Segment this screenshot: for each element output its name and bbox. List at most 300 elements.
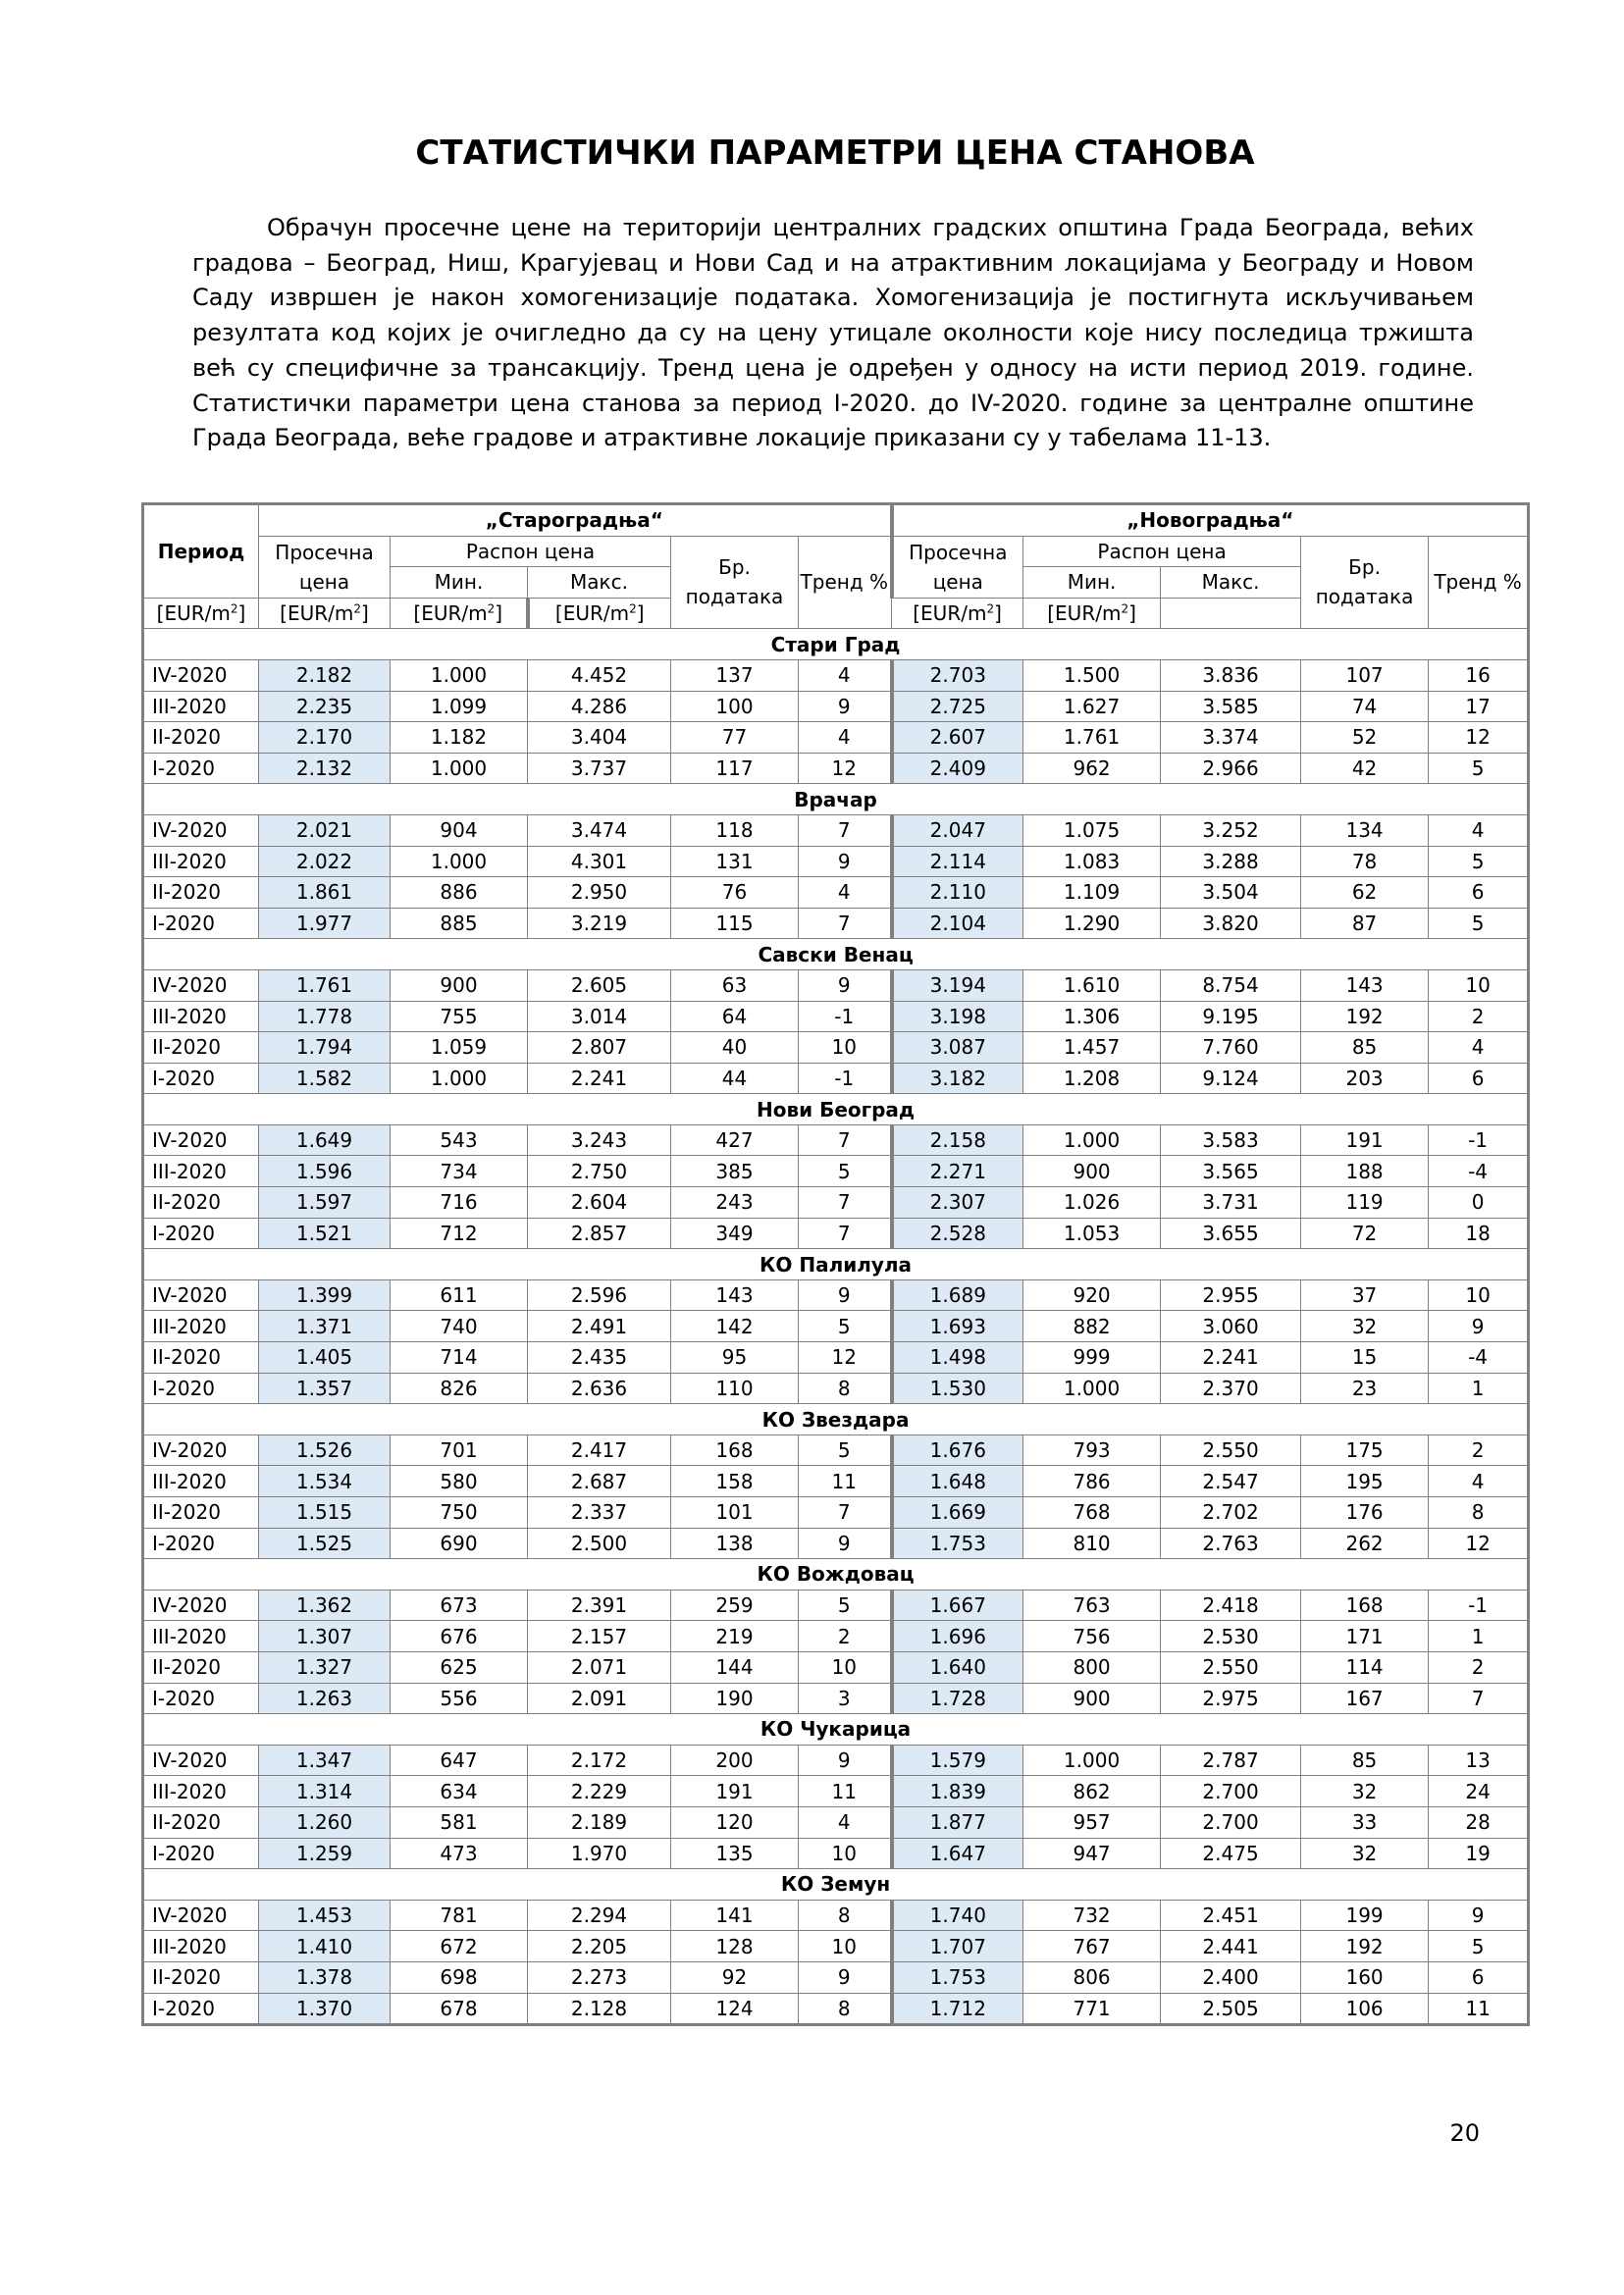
new-min-price-cell: 1.208 bbox=[1023, 1063, 1161, 1094]
new-count-cell: 52 bbox=[1301, 722, 1429, 754]
new-min-price-cell: 800 bbox=[1023, 1651, 1161, 1683]
old-trend-cell: 7 bbox=[799, 1187, 892, 1219]
old-max-price-cell: 2.337 bbox=[528, 1497, 671, 1529]
new-avg-price-cell: 2.725 bbox=[892, 691, 1023, 722]
new-min-price-cell: 947 bbox=[1023, 1838, 1161, 1869]
old-trend-cell: 12 bbox=[799, 753, 892, 784]
old-count-cell: 168 bbox=[671, 1434, 799, 1466]
period-cell: III-2020 bbox=[143, 1001, 259, 1032]
old-max-price-cell: 2.857 bbox=[528, 1218, 671, 1249]
district-header-row bbox=[143, 784, 1529, 815]
period-cell: IV-2020 bbox=[143, 1124, 259, 1156]
old-max-price-cell: 3.474 bbox=[528, 814, 671, 846]
old-avg-price-cell: 1.307 bbox=[259, 1621, 391, 1652]
new-max-price-cell: 2.475 bbox=[1161, 1838, 1301, 1869]
old-count-cell: 385 bbox=[671, 1156, 799, 1187]
unit-max-new: $[EUR/m^2]$ bbox=[1023, 598, 1161, 629]
new-avg-price-cell: 1.696 bbox=[892, 1621, 1023, 1652]
header-min-new: Мин. bbox=[1023, 567, 1161, 599]
header-max-new: Макс. bbox=[1161, 567, 1301, 599]
new-trend-cell: 16 bbox=[1429, 659, 1529, 691]
old-trend-cell: 9 bbox=[799, 846, 892, 877]
new-avg-price-cell: 3.182 bbox=[892, 1063, 1023, 1094]
new-max-price-cell: 3.374 bbox=[1161, 722, 1301, 754]
old-max-price-cell: 2.241 bbox=[528, 1063, 671, 1094]
new-min-price-cell: 1.000 bbox=[1023, 1124, 1161, 1156]
new-avg-price-cell: 1.530 bbox=[892, 1373, 1023, 1404]
new-count-cell: 262 bbox=[1301, 1528, 1429, 1559]
new-min-price-cell: 763 bbox=[1023, 1590, 1161, 1621]
old-max-price-cell: 2.172 bbox=[528, 1745, 671, 1776]
new-max-price-cell: 2.763 bbox=[1161, 1528, 1301, 1559]
period-cell: II-2020 bbox=[143, 722, 259, 754]
new-max-price-cell: 2.966 bbox=[1161, 753, 1301, 784]
new-count-cell: 203 bbox=[1301, 1063, 1429, 1094]
new-min-price-cell: 810 bbox=[1023, 1528, 1161, 1559]
period-cell: II-2020 bbox=[143, 1651, 259, 1683]
old-min-price-cell: 611 bbox=[391, 1279, 528, 1311]
new-max-price-cell: 2.370 bbox=[1161, 1373, 1301, 1404]
old-avg-price-cell: 1.410 bbox=[259, 1931, 391, 1962]
old-avg-price-cell: 1.597 bbox=[259, 1187, 391, 1219]
new-avg-price-cell: 2.307 bbox=[892, 1187, 1023, 1219]
district-header-row bbox=[143, 1094, 1529, 1125]
table-row bbox=[143, 908, 1529, 939]
new-count-cell: 199 bbox=[1301, 1900, 1429, 1931]
new-min-price-cell: 1.109 bbox=[1023, 877, 1161, 909]
new-trend-cell: 5 bbox=[1429, 908, 1529, 939]
new-min-price-cell: 962 bbox=[1023, 753, 1161, 784]
old-max-price-cell: 2.500 bbox=[528, 1528, 671, 1559]
old-min-price-cell: 690 bbox=[391, 1528, 528, 1559]
old-min-price-cell: 634 bbox=[391, 1776, 528, 1807]
old-trend-cell: 5 bbox=[799, 1434, 892, 1466]
old-trend-cell: 9 bbox=[799, 1279, 892, 1311]
old-trend-cell: 7 bbox=[799, 908, 892, 939]
header-period: Период bbox=[143, 504, 259, 599]
old-count-cell: 427 bbox=[671, 1124, 799, 1156]
period-cell: III-2020 bbox=[143, 1156, 259, 1187]
old-avg-price-cell: 1.378 bbox=[259, 1961, 391, 1993]
period-cell: III-2020 bbox=[143, 846, 259, 877]
old-min-price-cell: 750 bbox=[391, 1497, 528, 1529]
old-min-price-cell: 647 bbox=[391, 1745, 528, 1776]
old-min-price-cell: 826 bbox=[391, 1373, 528, 1404]
table-row bbox=[143, 722, 1529, 754]
old-avg-price-cell: 1.521 bbox=[259, 1218, 391, 1249]
new-min-price-cell: 1.026 bbox=[1023, 1187, 1161, 1219]
unit-max-old: $[EUR/m^2]$ bbox=[391, 598, 528, 629]
old-count-cell: 349 bbox=[671, 1218, 799, 1249]
old-min-price-cell: 1.000 bbox=[391, 753, 528, 784]
old-count-cell: 77 bbox=[671, 722, 799, 754]
table-row bbox=[143, 1187, 1529, 1219]
period-cell: III-2020 bbox=[143, 1931, 259, 1962]
old-count-cell: 137 bbox=[671, 659, 799, 691]
old-trend-cell: 10 bbox=[799, 1931, 892, 1962]
new-trend-cell: 5 bbox=[1429, 753, 1529, 784]
old-avg-price-cell: 2.182 bbox=[259, 659, 391, 691]
old-trend-cell: 11 bbox=[799, 1466, 892, 1497]
district-name: КО Вождовац bbox=[143, 1559, 1529, 1591]
old-count-cell: 144 bbox=[671, 1651, 799, 1683]
table-row bbox=[143, 1466, 1529, 1497]
old-avg-price-cell: 1.453 bbox=[259, 1900, 391, 1931]
old-trend-cell: 8 bbox=[799, 1993, 892, 2025]
table-row bbox=[143, 1931, 1529, 1962]
new-count-cell: 33 bbox=[1301, 1806, 1429, 1838]
new-trend-cell: 2 bbox=[1429, 1434, 1529, 1466]
unit-avg-old: $[EUR/m^2]$ bbox=[143, 598, 259, 629]
header-min-old: Мин. bbox=[391, 567, 528, 599]
old-max-price-cell: 2.604 bbox=[528, 1187, 671, 1219]
new-max-price-cell: 2.505 bbox=[1161, 1993, 1301, 2025]
old-count-cell: 143 bbox=[671, 1279, 799, 1311]
table-row bbox=[143, 1342, 1529, 1374]
period-cell: IV-2020 bbox=[143, 1590, 259, 1621]
table-row bbox=[143, 691, 1529, 722]
new-min-price-cell: 1.290 bbox=[1023, 908, 1161, 939]
old-avg-price-cell: 1.263 bbox=[259, 1683, 391, 1714]
old-avg-price-cell: 1.347 bbox=[259, 1745, 391, 1776]
old-trend-cell: 9 bbox=[799, 1745, 892, 1776]
new-count-cell: 107 bbox=[1301, 659, 1429, 691]
old-count-cell: 40 bbox=[671, 1032, 799, 1064]
old-avg-price-cell: 1.861 bbox=[259, 877, 391, 909]
district-header-row bbox=[143, 939, 1529, 970]
old-count-cell: 131 bbox=[671, 846, 799, 877]
new-min-price-cell: 793 bbox=[1023, 1434, 1161, 1466]
header-count-new: Бр. података bbox=[1301, 536, 1429, 629]
new-min-price-cell: 1.000 bbox=[1023, 1745, 1161, 1776]
new-count-cell: 37 bbox=[1301, 1279, 1429, 1311]
table-row bbox=[143, 969, 1529, 1001]
old-min-price-cell: 885 bbox=[391, 908, 528, 939]
old-min-price-cell: 714 bbox=[391, 1342, 528, 1374]
header-group-new: „Новоградња“ bbox=[892, 504, 1529, 537]
old-max-price-cell: 2.273 bbox=[528, 1961, 671, 1993]
new-min-price-cell: 1.500 bbox=[1023, 659, 1161, 691]
old-min-price-cell: 701 bbox=[391, 1434, 528, 1466]
old-max-price-cell: 2.157 bbox=[528, 1621, 671, 1652]
new-max-price-cell: 3.060 bbox=[1161, 1311, 1301, 1342]
old-avg-price-cell: 1.327 bbox=[259, 1651, 391, 1683]
page-title: СТАТИСТИЧКИ ПАРАМЕТРИ ЦЕНА СТАНОВА bbox=[415, 133, 1255, 173]
new-avg-price-cell: 2.047 bbox=[892, 814, 1023, 846]
new-trend-cell: 4 bbox=[1429, 814, 1529, 846]
table-row bbox=[143, 753, 1529, 784]
old-min-price-cell: 1.000 bbox=[391, 659, 528, 691]
new-trend-cell: 5 bbox=[1429, 1931, 1529, 1962]
old-count-cell: 100 bbox=[671, 691, 799, 722]
new-count-cell: 62 bbox=[1301, 877, 1429, 909]
new-min-price-cell: 1.610 bbox=[1023, 969, 1161, 1001]
new-trend-cell: 0 bbox=[1429, 1187, 1529, 1219]
old-min-price-cell: 900 bbox=[391, 969, 528, 1001]
new-avg-price-cell: 2.158 bbox=[892, 1124, 1023, 1156]
new-avg-price-cell: 1.877 bbox=[892, 1806, 1023, 1838]
unit-min-old: $[EUR/m^2]$ bbox=[259, 598, 391, 629]
district-header-row bbox=[143, 1559, 1529, 1591]
old-min-price-cell: 1.000 bbox=[391, 1063, 528, 1094]
old-max-price-cell: 2.491 bbox=[528, 1311, 671, 1342]
new-max-price-cell: 7.760 bbox=[1161, 1032, 1301, 1064]
new-avg-price-cell: 1.740 bbox=[892, 1900, 1023, 1931]
period-cell: IV-2020 bbox=[143, 1279, 259, 1311]
new-count-cell: 114 bbox=[1301, 1651, 1429, 1683]
old-trend-cell: -1 bbox=[799, 1001, 892, 1032]
new-max-price-cell: 3.565 bbox=[1161, 1156, 1301, 1187]
new-avg-price-cell: 1.640 bbox=[892, 1651, 1023, 1683]
new-min-price-cell: 786 bbox=[1023, 1466, 1161, 1497]
new-trend-cell: 10 bbox=[1429, 1279, 1529, 1311]
table-row bbox=[143, 1745, 1529, 1776]
old-min-price-cell: 755 bbox=[391, 1001, 528, 1032]
old-min-price-cell: 734 bbox=[391, 1156, 528, 1187]
table-row bbox=[143, 1806, 1529, 1838]
new-avg-price-cell: 1.753 bbox=[892, 1528, 1023, 1559]
old-max-price-cell: 3.014 bbox=[528, 1001, 671, 1032]
old-trend-cell: 5 bbox=[799, 1311, 892, 1342]
new-trend-cell: -4 bbox=[1429, 1156, 1529, 1187]
new-max-price-cell: 3.820 bbox=[1161, 908, 1301, 939]
new-count-cell: 32 bbox=[1301, 1838, 1429, 1869]
new-avg-price-cell: 1.647 bbox=[892, 1838, 1023, 1869]
new-min-price-cell: 767 bbox=[1023, 1931, 1161, 1962]
new-max-price-cell: 2.400 bbox=[1161, 1961, 1301, 1993]
old-count-cell: 259 bbox=[671, 1590, 799, 1621]
table-row bbox=[143, 1528, 1529, 1559]
old-min-price-cell: 543 bbox=[391, 1124, 528, 1156]
old-max-price-cell: 2.605 bbox=[528, 969, 671, 1001]
new-count-cell: 195 bbox=[1301, 1466, 1429, 1497]
old-trend-cell: 10 bbox=[799, 1032, 892, 1064]
new-count-cell: 191 bbox=[1301, 1124, 1429, 1156]
new-count-cell: 15 bbox=[1301, 1342, 1429, 1374]
old-avg-price-cell: 1.526 bbox=[259, 1434, 391, 1466]
new-trend-cell: 9 bbox=[1429, 1900, 1529, 1931]
header-trend-old: Тренд % bbox=[799, 536, 892, 629]
old-min-price-cell: 716 bbox=[391, 1187, 528, 1219]
table-row bbox=[143, 1838, 1529, 1869]
new-max-price-cell: 9.124 bbox=[1161, 1063, 1301, 1094]
old-trend-cell: 9 bbox=[799, 1961, 892, 1993]
table-header bbox=[143, 504, 1529, 629]
old-count-cell: 190 bbox=[671, 1683, 799, 1714]
old-max-price-cell: 2.950 bbox=[528, 877, 671, 909]
table-row bbox=[143, 1993, 1529, 2025]
new-trend-cell: 9 bbox=[1429, 1311, 1529, 1342]
period-cell: II-2020 bbox=[143, 1187, 259, 1219]
period-cell: IV-2020 bbox=[143, 1745, 259, 1776]
old-avg-price-cell: 1.357 bbox=[259, 1373, 391, 1404]
new-max-price-cell: 2.451 bbox=[1161, 1900, 1301, 1931]
old-min-price-cell: 1.000 bbox=[391, 846, 528, 877]
period-cell: II-2020 bbox=[143, 1961, 259, 1993]
old-count-cell: 135 bbox=[671, 1838, 799, 1869]
new-min-price-cell: 999 bbox=[1023, 1342, 1161, 1374]
new-count-cell: 32 bbox=[1301, 1311, 1429, 1342]
new-avg-price-cell: 1.676 bbox=[892, 1434, 1023, 1466]
new-avg-price-cell: 1.712 bbox=[892, 1993, 1023, 2025]
new-max-price-cell: 2.955 bbox=[1161, 1279, 1301, 1311]
old-trend-cell: 8 bbox=[799, 1373, 892, 1404]
new-count-cell: 168 bbox=[1301, 1590, 1429, 1621]
old-min-price-cell: 580 bbox=[391, 1466, 528, 1497]
new-trend-cell: 12 bbox=[1429, 1528, 1529, 1559]
new-count-cell: 87 bbox=[1301, 908, 1429, 939]
period-cell: I-2020 bbox=[143, 1683, 259, 1714]
new-min-price-cell: 806 bbox=[1023, 1961, 1161, 1993]
district-header-row bbox=[143, 1869, 1529, 1901]
old-max-price-cell: 2.596 bbox=[528, 1279, 671, 1311]
old-max-price-cell: 2.189 bbox=[528, 1806, 671, 1838]
table-row bbox=[143, 1279, 1529, 1311]
new-max-price-cell: 3.836 bbox=[1161, 659, 1301, 691]
old-trend-cell: 7 bbox=[799, 814, 892, 846]
old-max-price-cell: 2.294 bbox=[528, 1900, 671, 1931]
period-cell: I-2020 bbox=[143, 1993, 259, 2025]
old-max-price-cell: 2.128 bbox=[528, 1993, 671, 2025]
old-count-cell: 64 bbox=[671, 1001, 799, 1032]
old-avg-price-cell: 2.022 bbox=[259, 846, 391, 877]
old-max-price-cell: 2.417 bbox=[528, 1434, 671, 1466]
table-row bbox=[143, 1218, 1529, 1249]
new-max-price-cell: 2.550 bbox=[1161, 1434, 1301, 1466]
district-header-row bbox=[143, 629, 1529, 660]
new-count-cell: 42 bbox=[1301, 753, 1429, 784]
period-cell: II-2020 bbox=[143, 1342, 259, 1374]
new-max-price-cell: 3.288 bbox=[1161, 846, 1301, 877]
old-trend-cell: 12 bbox=[799, 1342, 892, 1374]
header-avg-price-old: Просечна цена bbox=[259, 536, 391, 598]
old-count-cell: 158 bbox=[671, 1466, 799, 1497]
period-cell: IV-2020 bbox=[143, 1900, 259, 1931]
old-count-cell: 110 bbox=[671, 1373, 799, 1404]
new-avg-price-cell: 2.528 bbox=[892, 1218, 1023, 1249]
old-max-price-cell: 2.205 bbox=[528, 1931, 671, 1962]
old-count-cell: 200 bbox=[671, 1745, 799, 1776]
old-min-price-cell: 1.059 bbox=[391, 1032, 528, 1064]
district-name: КО Звездара bbox=[143, 1404, 1529, 1435]
new-count-cell: 85 bbox=[1301, 1032, 1429, 1064]
new-min-price-cell: 1.000 bbox=[1023, 1373, 1161, 1404]
old-trend-cell: 4 bbox=[799, 722, 892, 754]
old-max-price-cell: 2.687 bbox=[528, 1466, 671, 1497]
header-range-old: Распон цена bbox=[391, 536, 671, 567]
old-count-cell: 243 bbox=[671, 1187, 799, 1219]
district-name: КО Палилула bbox=[143, 1249, 1529, 1280]
new-avg-price-cell: 3.198 bbox=[892, 1001, 1023, 1032]
new-min-price-cell: 1.075 bbox=[1023, 814, 1161, 846]
table-row bbox=[143, 1621, 1529, 1652]
old-count-cell: 142 bbox=[671, 1311, 799, 1342]
new-trend-cell: 6 bbox=[1429, 1063, 1529, 1094]
new-count-cell: 85 bbox=[1301, 1745, 1429, 1776]
old-trend-cell: 7 bbox=[799, 1124, 892, 1156]
new-trend-cell: 17 bbox=[1429, 691, 1529, 722]
table-row bbox=[143, 846, 1529, 877]
old-min-price-cell: 625 bbox=[391, 1651, 528, 1683]
table-row bbox=[143, 1683, 1529, 1714]
old-min-price-cell: 556 bbox=[391, 1683, 528, 1714]
old-max-price-cell: 4.301 bbox=[528, 846, 671, 877]
old-count-cell: 117 bbox=[671, 753, 799, 784]
district-header-row bbox=[143, 1249, 1529, 1280]
new-max-price-cell: 2.418 bbox=[1161, 1590, 1301, 1621]
old-avg-price-cell: 1.405 bbox=[259, 1342, 391, 1374]
old-max-price-cell: 4.286 bbox=[528, 691, 671, 722]
old-min-price-cell: 904 bbox=[391, 814, 528, 846]
header-count-old: Бр. података bbox=[671, 536, 799, 629]
new-max-price-cell: 3.731 bbox=[1161, 1187, 1301, 1219]
old-count-cell: 115 bbox=[671, 908, 799, 939]
old-min-price-cell: 1.099 bbox=[391, 691, 528, 722]
period-cell: III-2020 bbox=[143, 1466, 259, 1497]
table-row bbox=[143, 1001, 1529, 1032]
old-count-cell: 219 bbox=[671, 1621, 799, 1652]
old-max-price-cell: 2.636 bbox=[528, 1373, 671, 1404]
old-min-price-cell: 678 bbox=[391, 1993, 528, 2025]
old-count-cell: 76 bbox=[671, 877, 799, 909]
period-cell: III-2020 bbox=[143, 691, 259, 722]
old-count-cell: 128 bbox=[671, 1931, 799, 1962]
period-cell: I-2020 bbox=[143, 753, 259, 784]
new-avg-price-cell: 3.087 bbox=[892, 1032, 1023, 1064]
table-row bbox=[143, 814, 1529, 846]
period-cell: II-2020 bbox=[143, 877, 259, 909]
table-row bbox=[143, 659, 1529, 691]
new-trend-cell: 6 bbox=[1429, 1961, 1529, 1993]
old-max-price-cell: 3.404 bbox=[528, 722, 671, 754]
old-count-cell: 191 bbox=[671, 1776, 799, 1807]
new-trend-cell: 1 bbox=[1429, 1373, 1529, 1404]
old-avg-price-cell: 2.132 bbox=[259, 753, 391, 784]
old-avg-price-cell: 1.778 bbox=[259, 1001, 391, 1032]
old-avg-price-cell: 1.260 bbox=[259, 1806, 391, 1838]
period-cell: II-2020 bbox=[143, 1032, 259, 1064]
old-max-price-cell: 3.243 bbox=[528, 1124, 671, 1156]
new-trend-cell: 11 bbox=[1429, 1993, 1529, 2025]
old-max-price-cell: 2.091 bbox=[528, 1683, 671, 1714]
new-count-cell: 23 bbox=[1301, 1373, 1429, 1404]
old-count-cell: 138 bbox=[671, 1528, 799, 1559]
period-cell: IV-2020 bbox=[143, 814, 259, 846]
table-row bbox=[143, 877, 1529, 909]
old-min-price-cell: 581 bbox=[391, 1806, 528, 1838]
new-min-price-cell: 768 bbox=[1023, 1497, 1161, 1529]
table-row bbox=[143, 1156, 1529, 1187]
new-count-cell: 32 bbox=[1301, 1776, 1429, 1807]
new-max-price-cell: 3.655 bbox=[1161, 1218, 1301, 1249]
table-row bbox=[143, 1590, 1529, 1621]
period-cell: III-2020 bbox=[143, 1621, 259, 1652]
old-min-price-cell: 473 bbox=[391, 1838, 528, 1869]
old-trend-cell: 10 bbox=[799, 1838, 892, 1869]
new-count-cell: 143 bbox=[1301, 969, 1429, 1001]
period-cell: I-2020 bbox=[143, 1373, 259, 1404]
old-avg-price-cell: 1.399 bbox=[259, 1279, 391, 1311]
header-range-new: Распон цена bbox=[1023, 536, 1301, 567]
old-max-price-cell: 2.750 bbox=[528, 1156, 671, 1187]
new-trend-cell: 1 bbox=[1429, 1621, 1529, 1652]
new-min-price-cell: 732 bbox=[1023, 1900, 1161, 1931]
table-row bbox=[143, 1900, 1529, 1931]
header-max-old: Макс. bbox=[528, 567, 671, 599]
old-count-cell: 92 bbox=[671, 1961, 799, 1993]
new-min-price-cell: 862 bbox=[1023, 1776, 1161, 1807]
old-avg-price-cell: 1.314 bbox=[259, 1776, 391, 1807]
